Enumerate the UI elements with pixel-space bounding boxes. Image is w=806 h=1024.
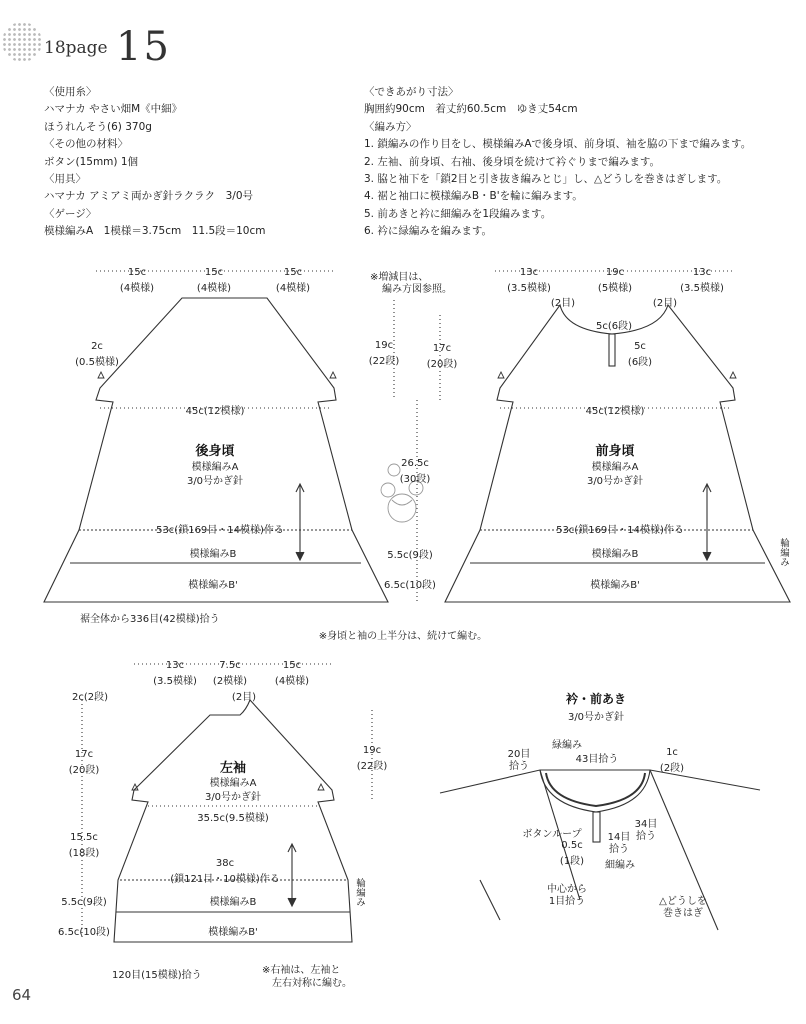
sleeve-top-label: 13c (165, 660, 185, 671)
front-width-label: 45c(12模様) (585, 406, 645, 417)
front-slit-label: 5c (634, 341, 646, 352)
height-265-label: 26.5c (401, 458, 429, 469)
sleeve-chain-label: 38c (215, 858, 235, 869)
back-chain-label: 53c(鎖169目・14模様)作る (156, 525, 284, 536)
back-width-label: 45c(12模様) (185, 406, 245, 417)
collar-h05-label: 0.5c (561, 840, 583, 851)
collar-right-label: 1c (666, 747, 678, 758)
info-line: ボタン(15mm) 1個 (44, 155, 139, 168)
info-line: 6. 衿に緑編みを編みます。 (364, 225, 493, 238)
sleeve-height-label: (20段) (68, 765, 100, 776)
back-pickup-label: 裾全体から336目(42模様)拾う (80, 614, 220, 625)
sleeve-width-label: 35.5c(9.5模様) (197, 813, 269, 824)
seam-triangle-icon (318, 784, 324, 790)
sleeve-height-label: 2c(2段) (71, 692, 109, 703)
collar-button-loop (593, 812, 600, 842)
back-band-b-label: 模様編みB (189, 549, 237, 560)
front-opening-label: 5c(6段) (595, 321, 633, 332)
info-line: ハマナカ やさい畑M《中細》 (44, 103, 183, 116)
collar-seam-label: 巻きはぎ (663, 908, 703, 919)
incdec-note: ※増減目は、 (370, 272, 429, 283)
info-line: 〈ゲージ〉 (44, 207, 97, 220)
collar-sc-label: 細編み (605, 860, 635, 871)
info-line: 5. 前あきと衿に細編みを1段編みます。 (364, 207, 552, 220)
height-55-label: 5.5c(9段) (387, 550, 433, 561)
front-neck-left-label: (2目) (550, 298, 576, 309)
sleeve-top-label: 7.5c (219, 660, 241, 671)
back-title: 後身頃 (195, 444, 235, 459)
info-line: 〈できあがり寸法〉 (364, 86, 459, 98)
back-top-label: (4模様) (275, 283, 311, 294)
seam-triangle-icon (98, 372, 104, 378)
collar-hook-label: 3/0号かぎ針 (567, 712, 625, 723)
front-round-label: 輪編み (778, 538, 789, 567)
seam-triangle-icon (730, 372, 736, 378)
info-line: 〈使用糸〉 (44, 86, 97, 98)
height-19-label: 19c (374, 340, 394, 351)
info-line: 2. 左袖、前身頃、右袖、後身頃を続けて衿ぐりまで編みます。 (364, 155, 661, 168)
front-title: 前身頃 (595, 444, 635, 459)
collar-seam-label: △どうしを (659, 896, 707, 907)
right-sleeve-note: 左右対称に編む。 (272, 978, 352, 989)
page-label: 18page (44, 38, 108, 58)
info-line: 4. 裾と袖口に模様編みB・B'を輪に編みます。 (364, 190, 583, 203)
collar-center-label: 1目拾う (548, 896, 586, 907)
sleeve-height-label: (18段) (68, 848, 100, 859)
sleeve-top-label: (3.5模様) (153, 676, 197, 687)
back-top-label: 15c (127, 267, 147, 278)
front-band-b2-label: 模様編みB' (590, 580, 640, 591)
joined-note: ※身頃と袖の上半分は、続けて編む。 (318, 631, 488, 642)
sleeve-top-label: (4模様) (274, 676, 310, 687)
info-line: 〈用具〉 (44, 173, 86, 186)
height-65-label: 6.5c(10段) (384, 580, 436, 591)
front-slit-label: (6段) (627, 357, 653, 368)
sleeve-band-b-label: 模様編みB (209, 897, 257, 908)
collar-pick34-label: 34目 (634, 819, 658, 830)
info-line: 模様編みA 1模様＝3.75cm 11.5段＝10cm (44, 225, 266, 238)
back-shoulder-label: (0.5模様) (75, 357, 119, 368)
collar-center-label: 中心から (547, 884, 587, 895)
info-line: 〈編み方〉 (364, 120, 417, 133)
collar-pick20-label: 拾う (509, 761, 529, 772)
back-pattern-label: 模様編みA (191, 462, 239, 473)
collar-pick14-label: 14目 (607, 832, 631, 843)
front-band-b-label: 模様編みB (591, 549, 639, 560)
sleeve-top-label: 15c (282, 660, 302, 671)
sleeve-height-label: 5.5c(9段) (61, 897, 107, 908)
sleeve-hook-label: 3/0号かぎ針 (204, 792, 262, 803)
collar-loop-label: ボタンループ (522, 829, 582, 840)
sleeve-height-label: 6.5c(10段) (58, 927, 110, 938)
back-top-label: 15c (204, 267, 224, 278)
sleeve-top-label: (2模様) (212, 676, 248, 687)
seam-triangle-icon (330, 372, 336, 378)
info-line: ほうれんそう(6) 370g (44, 120, 152, 133)
sleeve-height-19-label: (22段) (356, 761, 388, 772)
info-line: 1. 鎖編みの作り目をし、模様編みAで後身頃、前身頃、袖を脇の下まで編みます。 (364, 138, 752, 151)
seam-triangle-icon (498, 372, 504, 378)
collar-pick43-label: 43目拾う (575, 754, 619, 765)
back-top-label: (4模様) (119, 283, 155, 294)
front-top-label: 13c (519, 267, 539, 278)
collar-pick20-label: 20目 (507, 749, 531, 760)
collar-right-label: (2段) (659, 763, 685, 774)
info-line: ハマナカ アミアミ両かぎ針ラクラク 3/0号 (44, 190, 254, 203)
front-top-label: (3.5模様) (507, 283, 551, 294)
sleeve-band-b2-label: 模様編みB' (208, 927, 258, 938)
sleeve-height-19-label: 19c (362, 745, 382, 756)
height-19-label: (22段) (368, 356, 400, 367)
front-neck-right-label: (2目) (652, 298, 678, 309)
sleeve-top-mid-label: (2目) (231, 692, 257, 703)
back-band-b2-label: 模様編みB' (188, 580, 238, 591)
collar-title: 衿・前あき (565, 692, 627, 706)
right-sleeve-note: ※右袖は、左袖と (262, 965, 341, 976)
front-slit (609, 334, 615, 366)
collar-pick14-label: 拾う (609, 844, 629, 855)
info-line: 〈その他の材料〉 (44, 138, 128, 151)
height-17-label: (20段) (426, 359, 458, 370)
front-top-label: (3.5模様) (680, 283, 724, 294)
height-17-label: 17c (432, 343, 452, 354)
front-pattern-label: 模様編みA (591, 462, 639, 473)
front-top-label: (5模様) (597, 283, 633, 294)
sleeve-round-label: 輪編み (354, 878, 365, 907)
info-line: 胸囲約90cm 着丈約60.5cm ゆき丈54cm (364, 103, 578, 116)
back-top-label: (4模様) (196, 283, 232, 294)
sleeve-height-label: 17c (74, 749, 94, 760)
sleeve-height-label: 15.5c (70, 832, 98, 843)
info-line: 3. 脇と袖下を「鎖2目と引き抜き編みとじ」し、△どうしを巻きはぎします。 (364, 173, 728, 186)
front-top-label: 19c (605, 267, 625, 278)
back-top-label: 15c (283, 267, 303, 278)
collar-h05-label: (1段) (559, 856, 585, 867)
front-chain-label: 53c(鎖169目・14模様)作る (556, 525, 684, 536)
collar-edge-label: 緑編み (552, 740, 582, 751)
sleeve-pattern-label: 模様編みA (209, 778, 257, 789)
sleeve-title: 左袖 (219, 761, 247, 776)
incdec-note: 編み方図参照。 (382, 284, 452, 295)
front-top-label: 13c (692, 267, 712, 278)
collar-pick34-label: 拾う (636, 831, 656, 842)
sleeve-chain-label: (鎖121目・10模様)作る (170, 874, 280, 885)
sleeve-pickup-label: 120目(15模様)拾う (112, 970, 202, 981)
back-hook-label: 3/0号かぎ針 (186, 476, 244, 487)
collar-outline (440, 770, 760, 793)
page-number: 64 (12, 986, 32, 1004)
height-265-label: (30段) (399, 474, 431, 485)
back-shoulder-label: 2c (91, 341, 103, 352)
pattern-number: 15 (116, 24, 171, 70)
front-hook-label: 3/0号かぎ針 (586, 476, 644, 487)
